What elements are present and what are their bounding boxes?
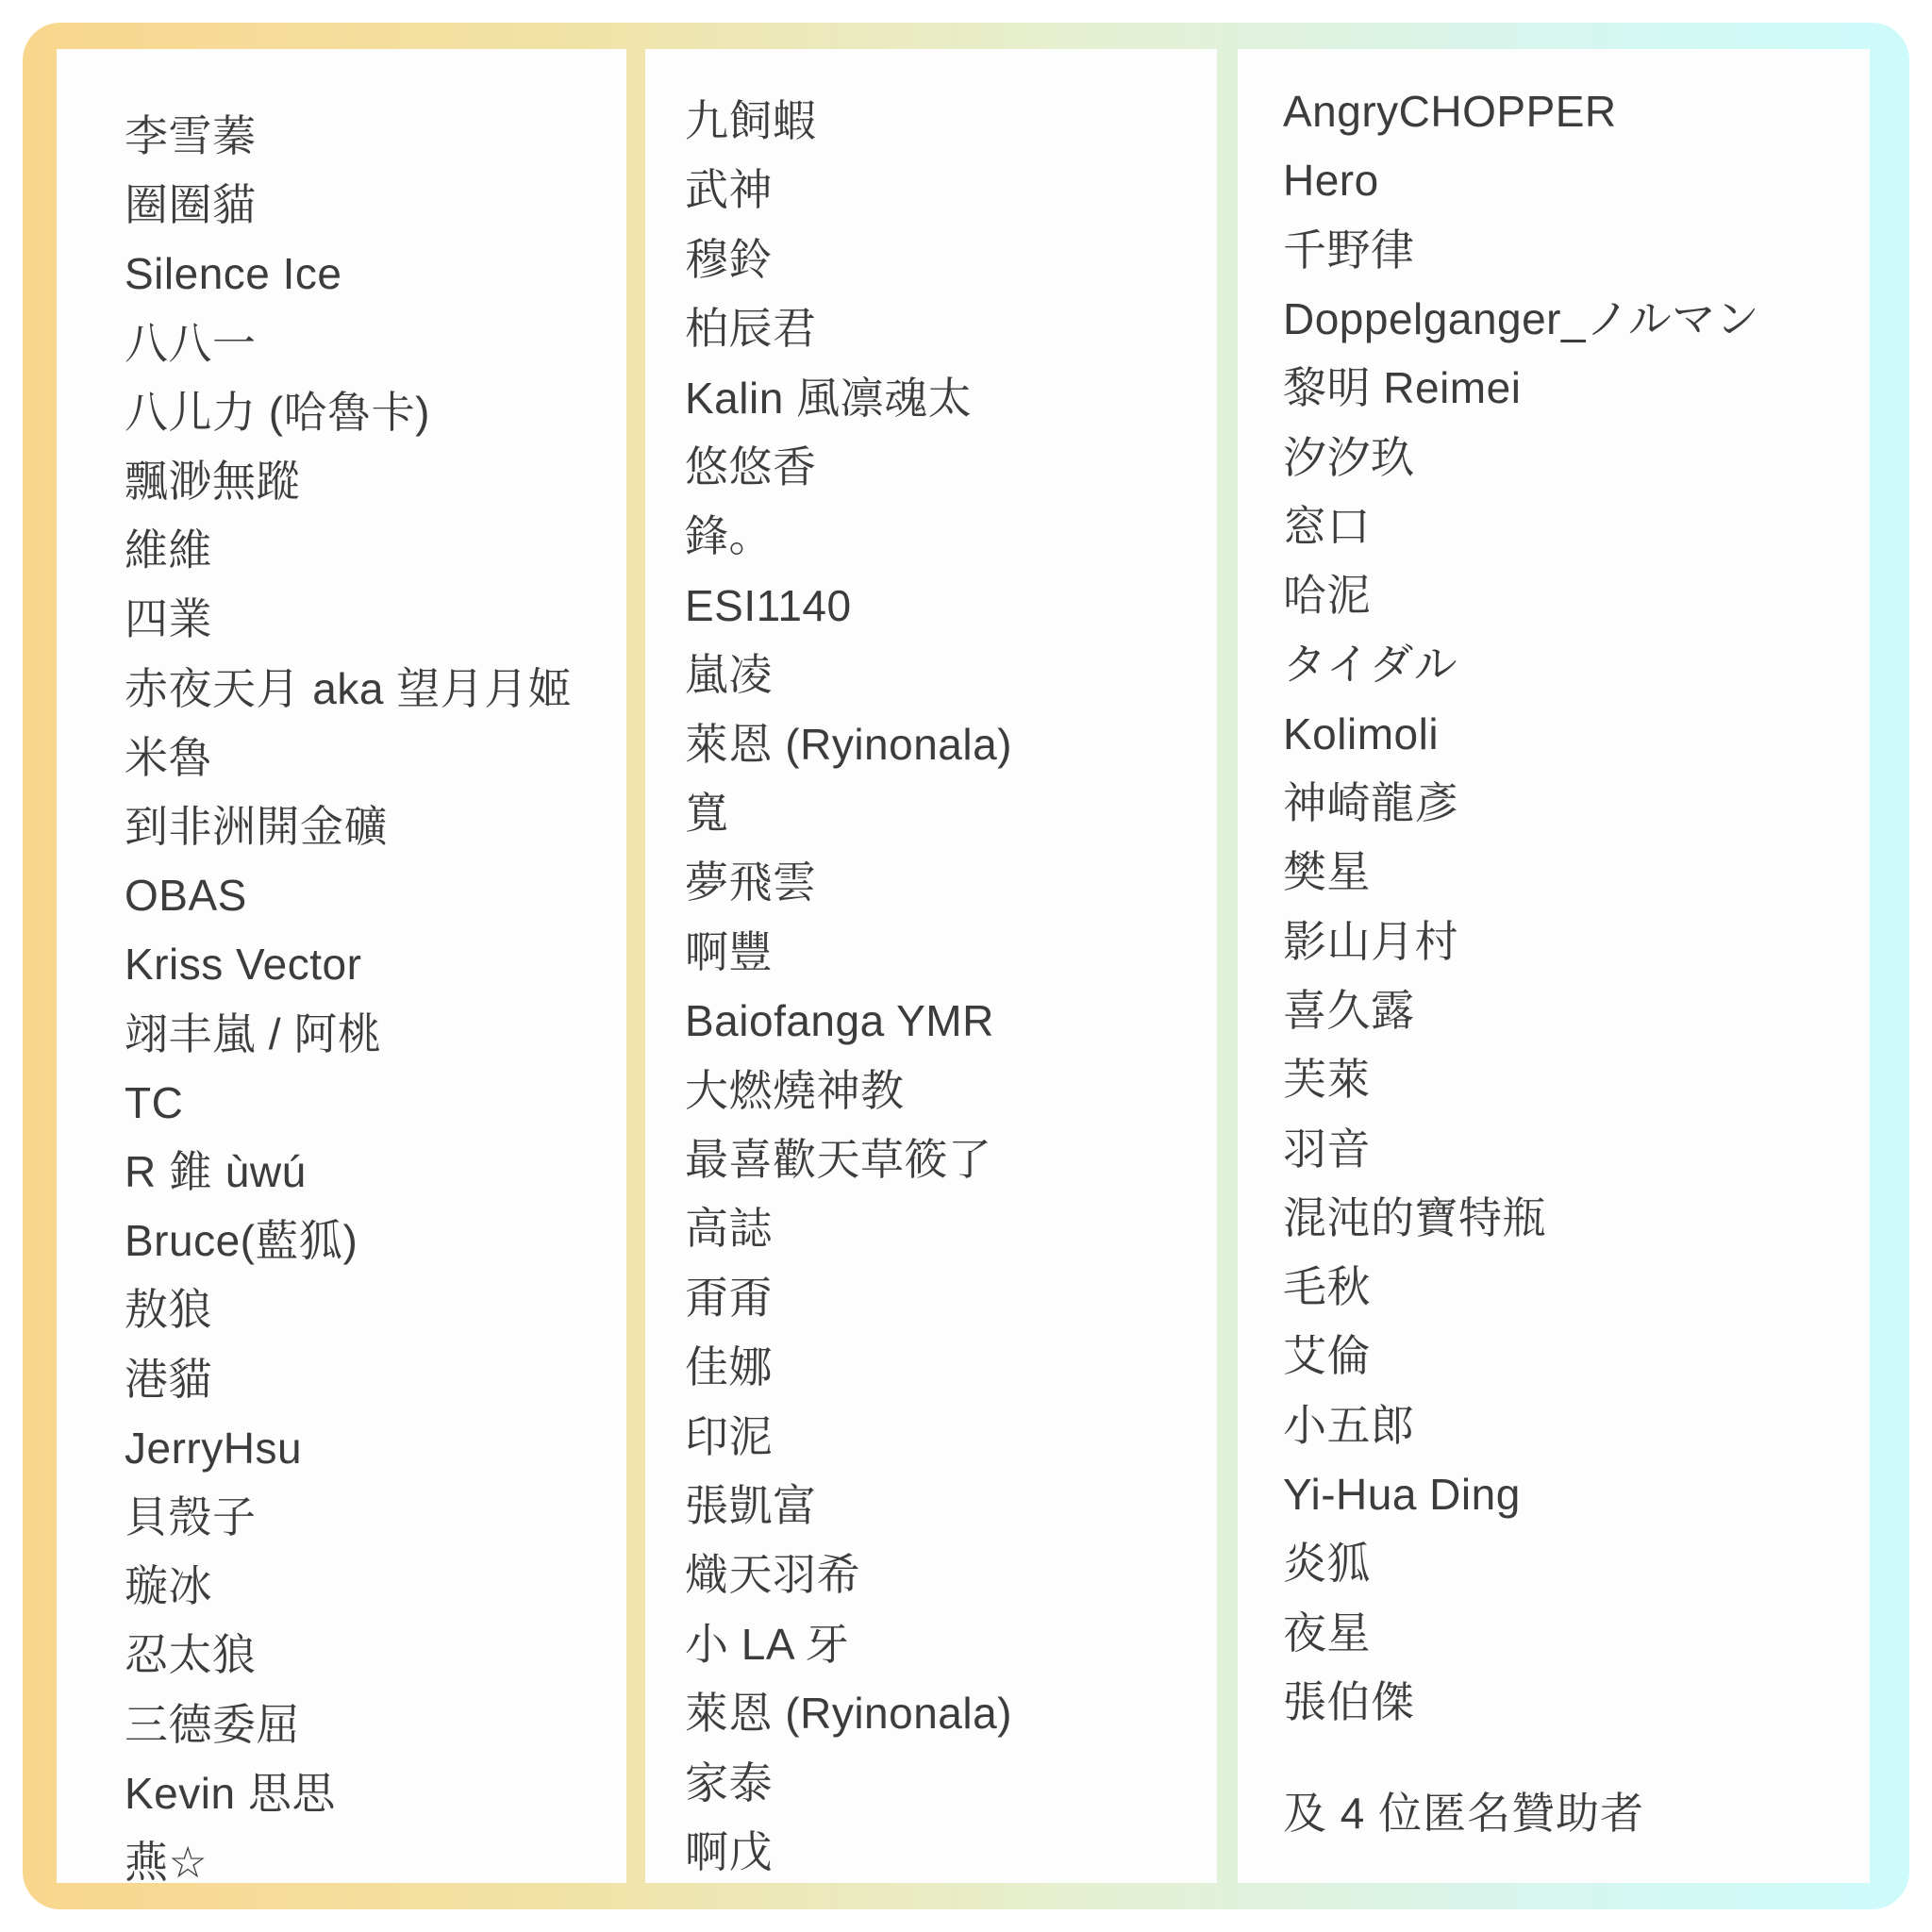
sponsor-name: 甭甭 <box>685 1273 773 1323</box>
sponsor-name: 悠悠香 <box>685 442 817 491</box>
sponsor-name: 羽音 <box>1283 1124 1371 1174</box>
sponsor-name: 印泥 <box>685 1411 773 1461</box>
sponsor-name: 柏辰君 <box>685 304 817 354</box>
sponsor-name: 啊戊 <box>685 1827 773 1876</box>
sponsor-name: 寬 <box>685 789 729 838</box>
sponsor-name: 米魯 <box>125 732 212 782</box>
sponsor-name: 九飼蝦 <box>685 96 817 145</box>
sponsor-name: 維維 <box>125 525 212 575</box>
sponsor-name: 武神 <box>685 165 773 215</box>
sponsor-name: 張伯傑 <box>1283 1676 1415 1726</box>
sponsor-name: 夢飛雲 <box>685 858 817 908</box>
sponsor-name: 八八一 <box>125 318 257 368</box>
sponsor-name: Hero <box>1283 156 1379 206</box>
sponsor-name: Kolimoli <box>1283 708 1440 758</box>
sponsor-name: 高誌 <box>685 1204 773 1254</box>
sponsor-name: R 錐 ùwú <box>125 1147 307 1196</box>
sponsor-name: 璇冰 <box>125 1561 212 1611</box>
sponsor-name: 圈圈貓 <box>125 180 257 230</box>
sponsor-name: 鋒。 <box>685 511 773 561</box>
sponsor-name: 佳娜 <box>685 1342 773 1392</box>
sponsor-name: 啊豐 <box>685 926 773 976</box>
sponsor-name: 家泰 <box>685 1757 773 1807</box>
sponsor-name: 影山月村 <box>1283 916 1458 966</box>
sponsor-name: 敖狼 <box>125 1285 212 1335</box>
sponsor-name: Yi-Hua Ding <box>1283 1470 1521 1519</box>
sponsor-name: 飄渺無蹤 <box>125 457 300 506</box>
sponsor-name: 喜久露 <box>1283 985 1415 1035</box>
sponsor-name: タイダル <box>1283 640 1458 690</box>
sponsor-name: 最喜歡天草筱了 <box>685 1135 992 1184</box>
sponsor-name: 三德委屈 <box>125 1699 300 1749</box>
sponsor-name: Silence Ice <box>125 249 342 299</box>
sponsor-name: 嵐凌 <box>685 650 773 700</box>
sponsor-name: 忍太狼 <box>125 1630 257 1680</box>
sponsor-name: 混沌的寶特瓶 <box>1283 1192 1546 1242</box>
sponsor-name: 到非洲開金礦 <box>125 802 388 851</box>
sponsor-name: 艾倫 <box>1283 1331 1371 1381</box>
sponsor-name: 燕☆ <box>125 1838 208 1887</box>
sponsor-name: 夜星 <box>1283 1607 1371 1657</box>
sponsor-column-3 <box>1238 49 1870 1883</box>
sponsor-name: 翊丰嵐 / 阿桃 <box>125 1008 382 1058</box>
anonymous-sponsors-note: 及 4 位匿名贊助者 <box>1283 1789 1645 1838</box>
sponsor-name: Baiofanga YMR <box>685 996 994 1046</box>
sponsor-name: 李雪蓁 <box>125 111 257 160</box>
sponsor-name: 小五郎 <box>1283 1400 1415 1450</box>
sponsor-name: 赤夜天月 aka 望月月姬 <box>125 663 573 713</box>
sponsor-name: Kevin 思思 <box>125 1768 336 1818</box>
sponsor-name: 八儿力 (哈魯卡) <box>125 387 430 437</box>
sponsor-list-frame <box>23 23 1909 1909</box>
sponsor-name: 貝殼子 <box>125 1492 257 1541</box>
sponsor-name: JerryHsu <box>125 1423 303 1473</box>
sponsor-name: 萊恩 (Ryinonala) <box>685 1689 1012 1739</box>
sponsor-name: 大燃燒神教 <box>685 1065 905 1115</box>
sponsor-column-2 <box>645 49 1217 1883</box>
sponsor-column-1 <box>57 49 626 1887</box>
sponsor-name: 芙萊 <box>1283 1055 1371 1105</box>
sponsor-name: 窓口 <box>1283 501 1371 551</box>
sponsor-name: 汐汐玖 <box>1283 432 1415 482</box>
sponsor-name: Doppelganger_ノルマン <box>1283 293 1760 343</box>
sponsor-name: 張凱富 <box>685 1481 817 1530</box>
sponsor-name: 穆鈴 <box>685 234 773 284</box>
sponsor-name: 毛秋 <box>1283 1262 1371 1312</box>
sponsor-name: 四業 <box>125 594 212 644</box>
sponsor-name: Kriss Vector <box>125 940 362 990</box>
sponsor-name: TC <box>125 1077 184 1127</box>
sponsor-name: 哈泥 <box>1283 571 1371 621</box>
sponsor-name: 千野律 <box>1283 225 1415 275</box>
sponsor-name: 萊恩 (Ryinonala) <box>685 719 1012 769</box>
sponsor-name: 神崎龍彥 <box>1283 778 1458 827</box>
sponsor-name: Bruce(藍狐) <box>125 1216 358 1266</box>
sponsor-name: ESI1140 <box>685 580 852 630</box>
sponsor-name: 樊星 <box>1283 847 1371 897</box>
sponsor-name: 熾天羽希 <box>685 1550 860 1600</box>
sponsor-name: 港貓 <box>125 1354 212 1404</box>
sponsor-name: 黎明 Reimei <box>1283 363 1522 413</box>
sponsor-name: OBAS <box>125 871 247 921</box>
sponsor-name: 小 LA 牙 <box>685 1619 850 1669</box>
sponsor-name: 炎狐 <box>1283 1539 1371 1589</box>
sponsor-name: Kalin 風凛魂太 <box>685 373 973 423</box>
sponsor-name: AngryCHOPPER <box>1283 87 1617 136</box>
